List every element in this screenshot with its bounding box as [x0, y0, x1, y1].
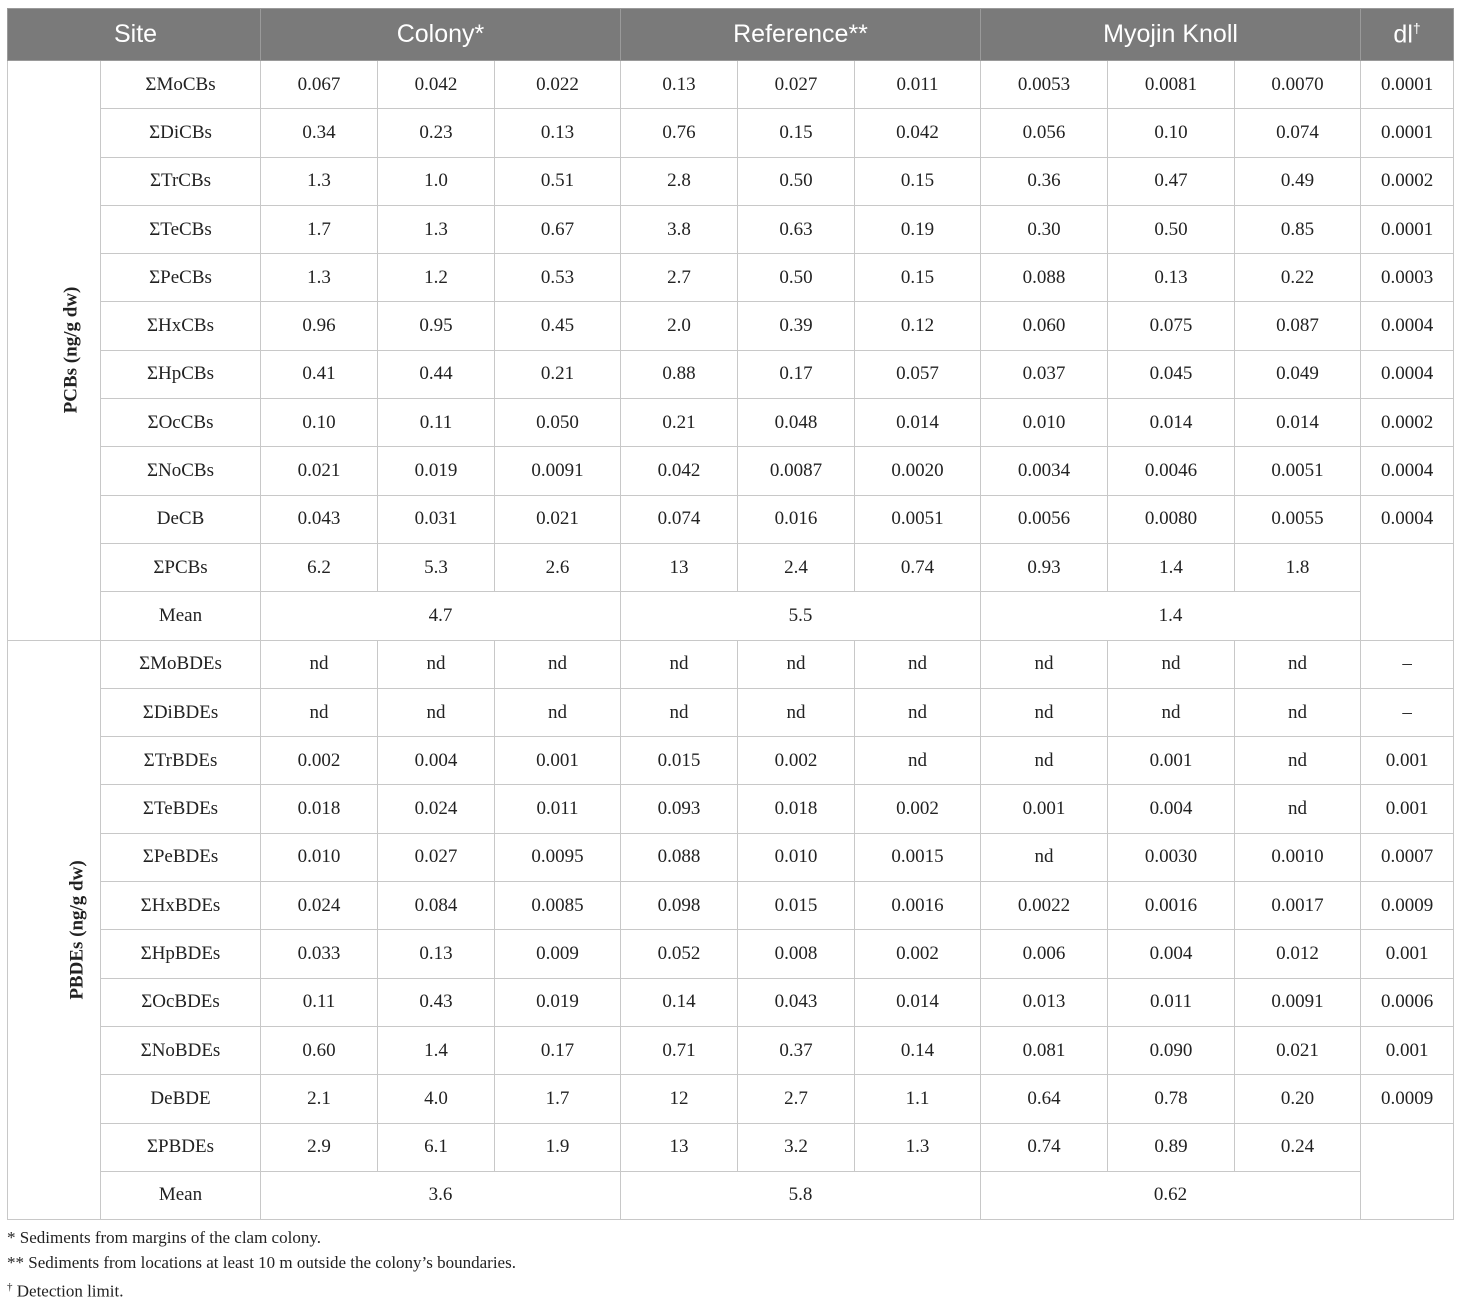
- value-cell: 0.012: [1235, 930, 1361, 978]
- value-cell: 2.0: [621, 302, 738, 350]
- value-cell: 0.011: [1108, 978, 1235, 1026]
- value-cell: 0.71: [621, 1026, 738, 1074]
- value-cell: 0.11: [378, 399, 495, 447]
- value-cell: 0.30: [981, 205, 1108, 253]
- value-cell: 0.0030: [1108, 833, 1235, 881]
- value-cell: 0.21: [621, 399, 738, 447]
- value-cell: 0.0053: [981, 61, 1108, 109]
- value-cell: 0.10: [1108, 109, 1235, 157]
- footnote: [7, 1275, 516, 1304]
- value-cell: nd: [855, 640, 981, 688]
- value-cell: 0.49: [1235, 157, 1361, 205]
- value-cell: 0.88: [621, 350, 738, 398]
- value-cell: 0.10: [261, 399, 378, 447]
- value-cell: nd: [981, 833, 1108, 881]
- value-cell: 2.9: [261, 1123, 378, 1171]
- value-cell: nd: [1235, 737, 1361, 785]
- value-cell: 0.043: [738, 978, 855, 1026]
- value-cell: nd: [855, 688, 981, 736]
- row-label: ΣMoBDEs: [101, 640, 261, 688]
- value-cell: nd: [1108, 688, 1235, 736]
- table-row: [8, 1026, 1454, 1074]
- value-cell: 0.63: [738, 205, 855, 253]
- value-cell: 0.0020: [855, 447, 981, 495]
- value-cell: 0.50: [738, 157, 855, 205]
- row-label: ΣPBDEs: [101, 1123, 261, 1171]
- value-cell: 0.0022: [981, 882, 1108, 930]
- table-body: [8, 61, 1454, 1220]
- dl-cell: 0.0001: [1361, 109, 1454, 157]
- value-cell: 0.088: [621, 833, 738, 881]
- value-cell: 0.0070: [1235, 61, 1361, 109]
- value-cell: nd: [378, 640, 495, 688]
- group-label-text: PCBs (ng/g dw): [60, 286, 82, 414]
- row-label: ΣPCBs: [101, 543, 261, 591]
- value-cell: 0.048: [738, 399, 855, 447]
- value-cell: 0.010: [981, 399, 1108, 447]
- data-table: [7, 8, 1454, 1220]
- dl-cell: 0.0001: [1361, 61, 1454, 109]
- value-cell: nd: [1235, 640, 1361, 688]
- footnote-mark: †: [7, 1281, 13, 1293]
- value-cell: 0.41: [261, 350, 378, 398]
- value-cell: 1.7: [261, 205, 378, 253]
- value-cell: 1.3: [261, 254, 378, 302]
- value-cell: 0.042: [621, 447, 738, 495]
- value-cell: 0.021: [261, 447, 378, 495]
- value-cell: 0.47: [1108, 157, 1235, 205]
- table-row: [8, 109, 1454, 157]
- footnotes: [7, 1226, 516, 1304]
- dl-cell: 0.001: [1361, 1026, 1454, 1074]
- value-cell: 0.016: [738, 495, 855, 543]
- value-cell: 0.021: [495, 495, 621, 543]
- value-cell: 0.89: [1108, 1123, 1235, 1171]
- value-cell: 0.67: [495, 205, 621, 253]
- value-cell: 0.013: [981, 978, 1108, 1026]
- value-cell: 2.4: [738, 543, 855, 591]
- table-row: [8, 833, 1454, 881]
- value-cell: 0.13: [378, 930, 495, 978]
- value-cell: 0.0016: [855, 882, 981, 930]
- header-row: [8, 9, 1454, 61]
- value-cell: 0.002: [855, 930, 981, 978]
- value-cell: 0.042: [855, 109, 981, 157]
- value-cell: 0.85: [1235, 205, 1361, 253]
- value-cell: 0.037: [981, 350, 1108, 398]
- row-label: ΣTeBDEs: [101, 785, 261, 833]
- row-label: DeCB: [101, 495, 261, 543]
- value-cell: 0.014: [1108, 399, 1235, 447]
- dl-cell: 0.0004: [1361, 302, 1454, 350]
- value-cell: 0.11: [261, 978, 378, 1026]
- dagger-mark: †: [1412, 19, 1421, 36]
- dl-cell: 0.0004: [1361, 447, 1454, 495]
- dl-cell: 0.0002: [1361, 157, 1454, 205]
- table-row: [8, 302, 1454, 350]
- value-cell: 0.50: [1108, 205, 1235, 253]
- table-row: [8, 978, 1454, 1026]
- row-label: ΣOcCBs: [101, 399, 261, 447]
- footnote: [7, 1251, 516, 1276]
- value-cell: 2.7: [738, 1075, 855, 1123]
- value-cell: 1.2: [378, 254, 495, 302]
- value-cell: 0.0051: [855, 495, 981, 543]
- value-cell: 0.004: [1108, 785, 1235, 833]
- footnote: [7, 1226, 516, 1251]
- value-cell: 0.74: [855, 543, 981, 591]
- row-label: ΣTrCBs: [101, 157, 261, 205]
- group-label-pcbs: [8, 61, 101, 641]
- row-label: ΣTeCBs: [101, 205, 261, 253]
- value-cell: 0.014: [1235, 399, 1361, 447]
- value-cell: 1.9: [495, 1123, 621, 1171]
- value-cell: 12: [621, 1075, 738, 1123]
- value-cell: 0.031: [378, 495, 495, 543]
- value-cell: 0.033: [261, 930, 378, 978]
- value-cell: 0.0080: [1108, 495, 1235, 543]
- value-cell: 0.075: [1108, 302, 1235, 350]
- value-cell: 0.14: [855, 1026, 981, 1074]
- value-cell: 0.0055: [1235, 495, 1361, 543]
- value-cell: 4.0: [378, 1075, 495, 1123]
- value-cell: 0.014: [855, 399, 981, 447]
- value-cell: 0.17: [738, 350, 855, 398]
- value-cell: 0.027: [738, 61, 855, 109]
- value-cell: 0.024: [261, 882, 378, 930]
- value-cell: nd: [738, 640, 855, 688]
- value-cell: 1.0: [378, 157, 495, 205]
- value-cell: 0.021: [1235, 1026, 1361, 1074]
- dl-cell: 0.001: [1361, 737, 1454, 785]
- header-dl: dl†: [1361, 9, 1454, 61]
- value-cell: 0.015: [621, 737, 738, 785]
- value-cell: 0.15: [855, 157, 981, 205]
- dl-cell: 0.0009: [1361, 882, 1454, 930]
- value-cell: 1.4: [378, 1026, 495, 1074]
- value-cell: 0.39: [738, 302, 855, 350]
- value-cell: 0.019: [378, 447, 495, 495]
- value-cell: 0.074: [621, 495, 738, 543]
- value-cell: 0.24: [1235, 1123, 1361, 1171]
- dl-cell: 0.0003: [1361, 254, 1454, 302]
- mean-cell: 1.4: [981, 592, 1361, 640]
- value-cell: 0.010: [261, 833, 378, 881]
- header-myojin-knoll: Myojin Knoll: [981, 9, 1361, 61]
- group-label-pbdes: [8, 640, 101, 1220]
- value-cell: 0.0015: [855, 833, 981, 881]
- value-cell: 0.0091: [495, 447, 621, 495]
- table-row: [8, 882, 1454, 930]
- value-cell: 0.15: [855, 254, 981, 302]
- value-cell: 0.0017: [1235, 882, 1361, 930]
- row-label: ΣTrBDEs: [101, 737, 261, 785]
- value-cell: 0.018: [261, 785, 378, 833]
- value-cell: 0.090: [1108, 1026, 1235, 1074]
- value-cell: 0.074: [1235, 109, 1361, 157]
- dl-cell: 0.0004: [1361, 495, 1454, 543]
- value-cell: 0.13: [621, 61, 738, 109]
- value-cell: 0.12: [855, 302, 981, 350]
- row-label: ΣMoCBs: [101, 61, 261, 109]
- value-cell: 2.7: [621, 254, 738, 302]
- value-cell: 0.22: [1235, 254, 1361, 302]
- value-cell: 0.043: [261, 495, 378, 543]
- value-cell: 0.17: [495, 1026, 621, 1074]
- value-cell: 13: [621, 543, 738, 591]
- value-cell: 2.1: [261, 1075, 378, 1123]
- value-cell: 1.1: [855, 1075, 981, 1123]
- value-cell: nd: [261, 688, 378, 736]
- value-cell: 0.36: [981, 157, 1108, 205]
- total-row: [8, 543, 1454, 591]
- value-cell: 0.057: [855, 350, 981, 398]
- value-cell: 0.027: [378, 833, 495, 881]
- value-cell: 0.51: [495, 157, 621, 205]
- value-cell: 5.3: [378, 543, 495, 591]
- mean-row: [8, 1171, 1454, 1219]
- value-cell: 0.0034: [981, 447, 1108, 495]
- row-label: ΣHxBDEs: [101, 882, 261, 930]
- value-cell: 6.2: [261, 543, 378, 591]
- value-cell: 0.0016: [1108, 882, 1235, 930]
- value-cell: 0.0010: [1235, 833, 1361, 881]
- value-cell: 0.008: [738, 930, 855, 978]
- dl-cell: 0.001: [1361, 930, 1454, 978]
- value-cell: 13: [621, 1123, 738, 1171]
- value-cell: 0.011: [855, 61, 981, 109]
- header-reference: Reference**: [621, 9, 981, 61]
- value-cell: nd: [981, 688, 1108, 736]
- value-cell: 0.015: [738, 882, 855, 930]
- table-row: [8, 254, 1454, 302]
- mean-cell: 3.6: [261, 1171, 621, 1219]
- value-cell: 0.084: [378, 882, 495, 930]
- value-cell: 2.6: [495, 543, 621, 591]
- value-cell: 6.1: [378, 1123, 495, 1171]
- value-cell: 2.8: [621, 157, 738, 205]
- value-cell: nd: [1235, 688, 1361, 736]
- value-cell: 0.0091: [1235, 978, 1361, 1026]
- row-label: ΣPeBDEs: [101, 833, 261, 881]
- table-row: [8, 399, 1454, 447]
- value-cell: 0.002: [855, 785, 981, 833]
- value-cell: 0.0095: [495, 833, 621, 881]
- value-cell: 1.3: [855, 1123, 981, 1171]
- value-cell: nd: [261, 640, 378, 688]
- dl-empty-cell: [1361, 543, 1454, 640]
- value-cell: 0.002: [261, 737, 378, 785]
- value-cell: 0.44: [378, 350, 495, 398]
- dl-cell: 0.0007: [1361, 833, 1454, 881]
- value-cell: 1.3: [378, 205, 495, 253]
- footnote-text: Detection limit.: [12, 1281, 124, 1301]
- value-cell: 0.13: [495, 109, 621, 157]
- value-cell: nd: [738, 688, 855, 736]
- row-label: ΣHxCBs: [101, 302, 261, 350]
- dl-cell: –: [1361, 688, 1454, 736]
- value-cell: 1.7: [495, 1075, 621, 1123]
- table-row: [8, 350, 1454, 398]
- value-cell: 0.95: [378, 302, 495, 350]
- value-cell: 0.15: [738, 109, 855, 157]
- table-row: [8, 1075, 1454, 1123]
- value-cell: 0.14: [621, 978, 738, 1026]
- mean-cell: 4.7: [261, 592, 621, 640]
- value-cell: nd: [621, 640, 738, 688]
- table-row: [8, 785, 1454, 833]
- group-label-text: PBDEs (ng/g dw): [66, 860, 88, 1000]
- value-cell: 0.0046: [1108, 447, 1235, 495]
- row-label: ΣOcBDEs: [101, 978, 261, 1026]
- value-cell: 0.001: [981, 785, 1108, 833]
- dl-cell: 0.0006: [1361, 978, 1454, 1026]
- value-cell: 0.004: [1108, 930, 1235, 978]
- value-cell: 0.087: [1235, 302, 1361, 350]
- table-row: [8, 495, 1454, 543]
- value-cell: 0.022: [495, 61, 621, 109]
- dl-cell: 0.0004: [1361, 350, 1454, 398]
- header-site: Site: [8, 9, 261, 61]
- value-cell: 0.45: [495, 302, 621, 350]
- value-cell: nd: [1108, 640, 1235, 688]
- value-cell: 0.78: [1108, 1075, 1235, 1123]
- value-cell: 0.53: [495, 254, 621, 302]
- value-cell: nd: [495, 640, 621, 688]
- value-cell: nd: [378, 688, 495, 736]
- value-cell: 0.0051: [1235, 447, 1361, 495]
- value-cell: 0.014: [855, 978, 981, 1026]
- table-row: [8, 930, 1454, 978]
- mean-row: [8, 592, 1454, 640]
- table-row: [8, 688, 1454, 736]
- row-label: ΣHpCBs: [101, 350, 261, 398]
- value-cell: 1.3: [261, 157, 378, 205]
- value-cell: nd: [981, 737, 1108, 785]
- table-row: [8, 737, 1454, 785]
- value-cell: 0.088: [981, 254, 1108, 302]
- value-cell: nd: [1235, 785, 1361, 833]
- value-cell: 0.13: [1108, 254, 1235, 302]
- row-label: ΣHpBDEs: [101, 930, 261, 978]
- row-label: ΣDiBDEs: [101, 688, 261, 736]
- total-row: [8, 1123, 1454, 1171]
- value-cell: 0.60: [261, 1026, 378, 1074]
- value-cell: 0.050: [495, 399, 621, 447]
- value-cell: 0.0087: [738, 447, 855, 495]
- value-cell: 3.8: [621, 205, 738, 253]
- mean-cell: 5.8: [621, 1171, 981, 1219]
- mean-cell: 0.62: [981, 1171, 1361, 1219]
- value-cell: 0.0081: [1108, 61, 1235, 109]
- mean-cell: 5.5: [621, 592, 981, 640]
- footnote-text: Sediments from locations at least 10 m outside the colony’s boundaries.: [24, 1252, 516, 1272]
- value-cell: 0.64: [981, 1075, 1108, 1123]
- value-cell: 0.0085: [495, 882, 621, 930]
- value-cell: 1.8: [1235, 543, 1361, 591]
- value-cell: 0.93: [981, 543, 1108, 591]
- value-cell: 0.052: [621, 930, 738, 978]
- value-cell: 0.093: [621, 785, 738, 833]
- row-label: Mean: [101, 592, 261, 640]
- value-cell: 0.0056: [981, 495, 1108, 543]
- value-cell: 0.34: [261, 109, 378, 157]
- dl-cell: 0.0009: [1361, 1075, 1454, 1123]
- value-cell: 0.76: [621, 109, 738, 157]
- value-cell: 0.74: [981, 1123, 1108, 1171]
- row-label: DeBDE: [101, 1075, 261, 1123]
- value-cell: 0.21: [495, 350, 621, 398]
- value-cell: 0.009: [495, 930, 621, 978]
- value-cell: 0.001: [495, 737, 621, 785]
- row-label: ΣNoBDEs: [101, 1026, 261, 1074]
- row-label: Mean: [101, 1171, 261, 1219]
- table-row: [8, 61, 1454, 109]
- dl-cell: 0.001: [1361, 785, 1454, 833]
- value-cell: 0.060: [981, 302, 1108, 350]
- footnote-text: Sediments from margins of the clam colony.: [15, 1228, 321, 1247]
- value-cell: 0.049: [1235, 350, 1361, 398]
- dl-cell: 0.0001: [1361, 205, 1454, 253]
- value-cell: 0.056: [981, 109, 1108, 157]
- value-cell: 0.024: [378, 785, 495, 833]
- row-label: ΣDiCBs: [101, 109, 261, 157]
- value-cell: nd: [981, 640, 1108, 688]
- value-cell: 0.19: [855, 205, 981, 253]
- value-cell: 0.004: [378, 737, 495, 785]
- value-cell: 0.96: [261, 302, 378, 350]
- value-cell: 0.042: [378, 61, 495, 109]
- value-cell: nd: [621, 688, 738, 736]
- dl-empty-cell: [1361, 1123, 1454, 1220]
- dl-cell: –: [1361, 640, 1454, 688]
- value-cell: 0.067: [261, 61, 378, 109]
- table-row: [8, 157, 1454, 205]
- value-cell: 0.43: [378, 978, 495, 1026]
- row-label: ΣNoCBs: [101, 447, 261, 495]
- value-cell: 0.045: [1108, 350, 1235, 398]
- value-cell: 0.23: [378, 109, 495, 157]
- value-cell: 0.20: [1235, 1075, 1361, 1123]
- dl-cell: 0.0002: [1361, 399, 1454, 447]
- table-row: [8, 640, 1454, 688]
- value-cell: 0.081: [981, 1026, 1108, 1074]
- value-cell: 0.37: [738, 1026, 855, 1074]
- row-label: ΣPeCBs: [101, 254, 261, 302]
- footnote-mark: *: [7, 1228, 16, 1247]
- header-colony: Colony*: [261, 9, 621, 61]
- value-cell: 0.010: [738, 833, 855, 881]
- value-cell: 0.011: [495, 785, 621, 833]
- value-cell: 0.006: [981, 930, 1108, 978]
- table-row: [8, 205, 1454, 253]
- value-cell: 0.002: [738, 737, 855, 785]
- value-cell: 1.4: [1108, 543, 1235, 591]
- value-cell: nd: [495, 688, 621, 736]
- footnote-mark: **: [7, 1252, 24, 1272]
- value-cell: nd: [855, 737, 981, 785]
- value-cell: 3.2: [738, 1123, 855, 1171]
- value-cell: 0.001: [1108, 737, 1235, 785]
- value-cell: 0.018: [738, 785, 855, 833]
- value-cell: 0.019: [495, 978, 621, 1026]
- table-row: [8, 447, 1454, 495]
- value-cell: 0.098: [621, 882, 738, 930]
- value-cell: 0.50: [738, 254, 855, 302]
